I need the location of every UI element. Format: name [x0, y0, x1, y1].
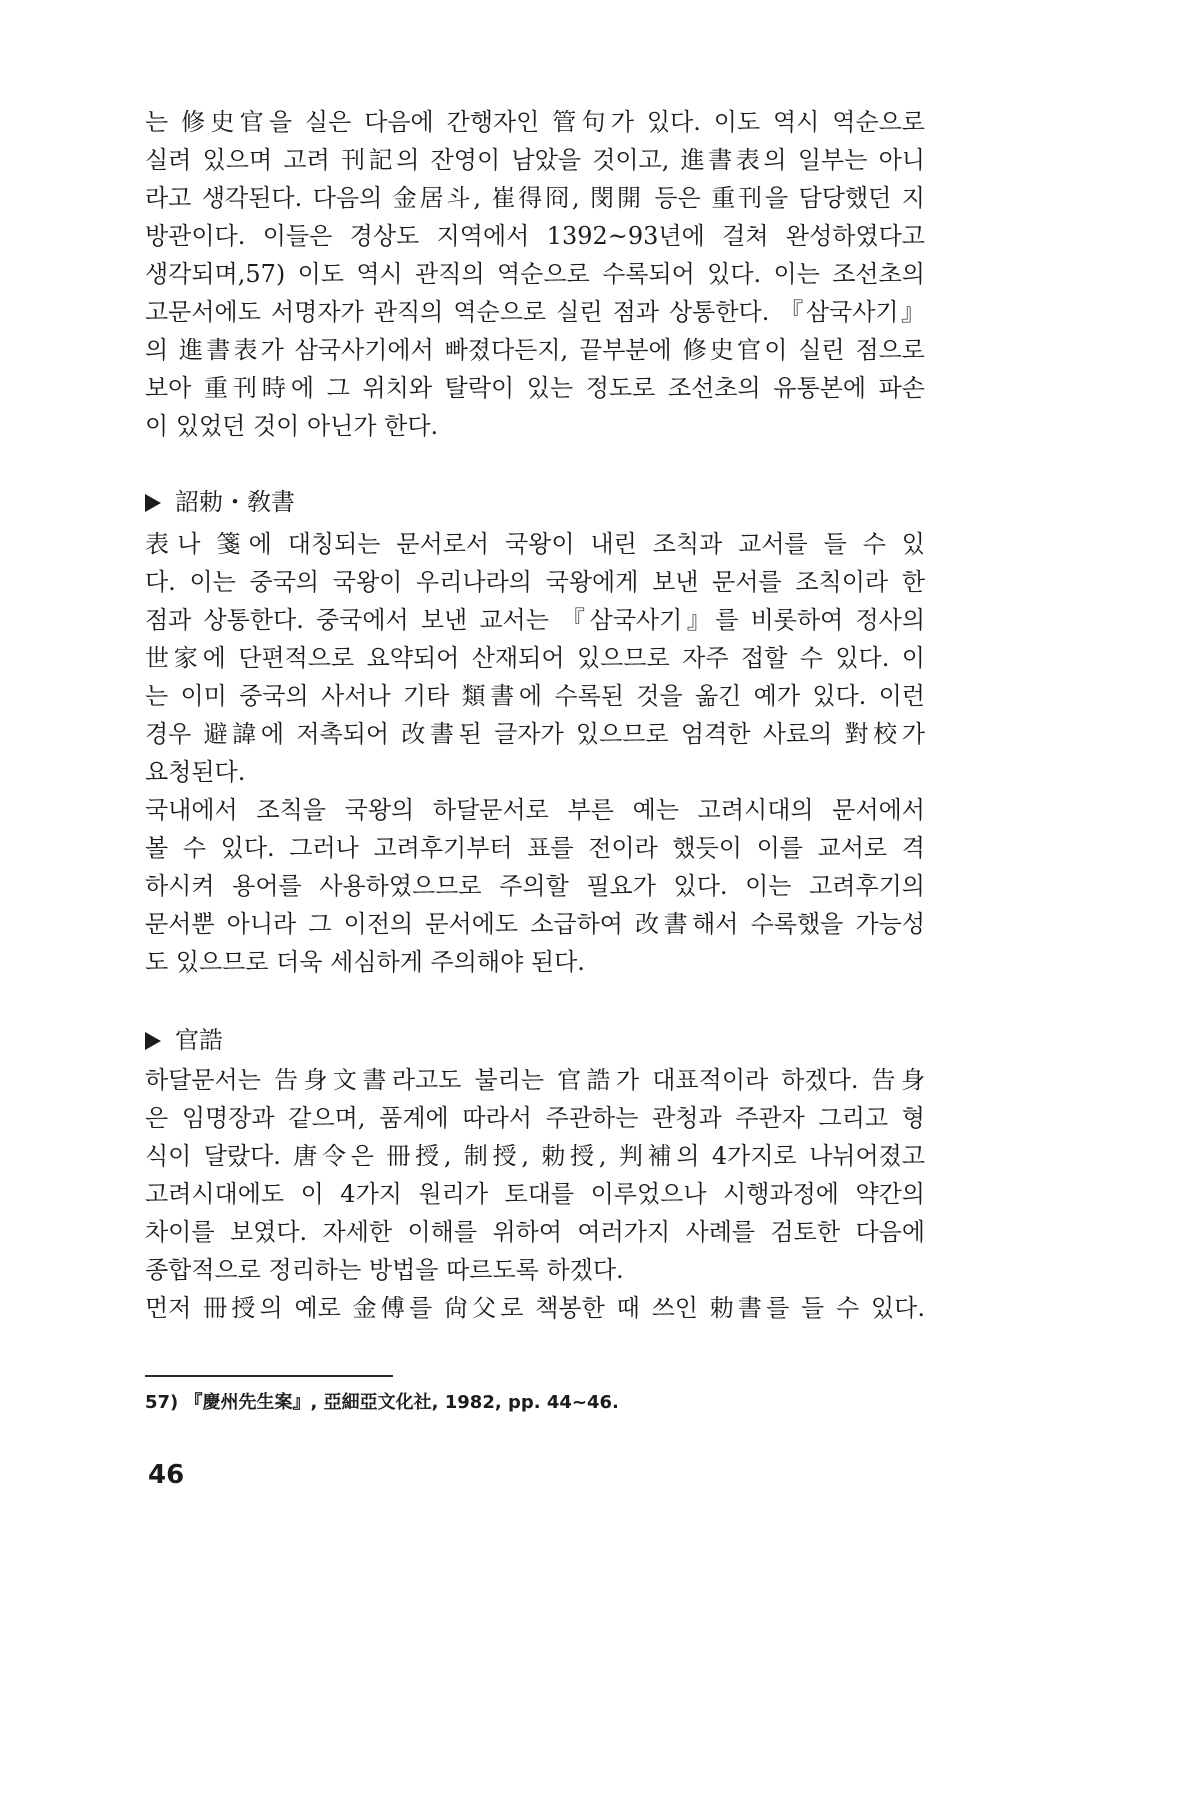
text-line: 이 있었던 것이 아닌가 한다. — [145, 412, 439, 440]
text-line: 국내에서 조칙을 국왕의 하달문서로 부른 예는 고려시대의 문서에서 — [145, 796, 925, 824]
text-line: 먼저 冊授의 예로 金傅를 尙父로 책봉한 때 쓰인 勅書를 들 수 있다. — [145, 1294, 925, 1322]
text-line: 식이 달랐다. 唐令은 冊授, 制授, 勅授, 判補의 4가지로 나뉘어졌고 — [145, 1142, 925, 1170]
section1-paragraph2 — [145, 791, 925, 981]
text-line: 라고 생각된다. 다음의 金居斗, 崔得冏, 閔開 등은 重刊을 담당했던 지 — [145, 184, 925, 212]
text-line: 는 이미 중국의 사서나 기타 類書에 수록된 것을 옮긴 예가 있다. 이런 — [145, 682, 925, 710]
triangle-bullet-icon — [145, 1032, 161, 1050]
section2-paragraph1 — [145, 1061, 925, 1289]
text-line: 世家에 단편적으로 요약되어 산재되어 있으므로 자주 접할 수 있다. 이 — [145, 644, 925, 672]
text-line: 문서뿐 아니라 그 이전의 문서에도 소급하여 改書해서 수록했을 가능성 — [145, 910, 925, 938]
section-heading-appointment-letters — [145, 1023, 925, 1057]
text-line: 요청된다. — [145, 758, 246, 786]
text-line: 는 修史官을 실은 다음에 간행자인 管句가 있다. 이도 역시 역순으로 — [145, 108, 925, 136]
text-line: 고문서에도 서명자가 관직의 역순으로 실린 점과 상통한다. 『삼국사기』 — [145, 298, 925, 326]
text-line: 다. 이는 중국의 국왕이 우리나라의 국왕에게 보낸 문서를 조칙이라 한 — [145, 568, 925, 596]
section2-paragraph2 — [145, 1289, 925, 1327]
section1-paragraph1 — [145, 525, 925, 791]
text-line: 실려 있으며 고려 刊記의 잔영이 남았을 것이고, 進書表의 일부는 아니 — [145, 146, 925, 174]
text-line: 생각되며,57) 이도 역시 관직의 역순으로 수록되어 있다. 이는 조선초의 — [145, 260, 925, 288]
footnote-divider — [145, 1375, 393, 1377]
text-line: 하달문서는 告身文書라고도 불리는 官誥가 대표적이라 하겠다. 告身 — [145, 1066, 925, 1094]
triangle-bullet-icon — [145, 494, 161, 512]
page-number: 46 — [148, 1460, 185, 1490]
text-line: 은 임명장과 같으며, 품계에 따라서 주관하는 관청과 주관자 그리고 형 — [145, 1104, 925, 1132]
text-line: 방관이다. 이들은 경상도 지역에서 1392~93년에 걸쳐 완성하였다고 — [145, 222, 925, 250]
text-line: 볼 수 있다. 그러나 고려후기부터 표를 전이라 했듯이 이를 교서로 격 — [145, 834, 925, 862]
text-line: 점과 상통한다. 중국에서 보낸 교서는 『삼국사기』를 비롯하여 정사의 — [145, 606, 925, 634]
section-heading-edicts — [145, 485, 925, 519]
text-line: 경우 避諱에 저촉되어 改書된 글자가 있으므로 엄격한 사료의 對校가 — [145, 720, 925, 748]
footnote: 57) 『慶州先生案』, 亞細亞文化社, 1982, pp. 44~46. — [145, 1392, 619, 1413]
text-line: 하시켜 용어를 사용하였으므로 주의할 필요가 있다. 이는 고려후기의 — [145, 872, 925, 900]
text-line: 의 進書表가 삼국사기에서 빠졌다든지, 끝부분에 修史官이 실린 점으로 — [145, 336, 925, 364]
section-heading-text: 詔勅・敎書 — [175, 488, 295, 516]
text-line: 도 있으므로 더욱 세심하게 주의해야 된다. — [145, 948, 585, 976]
paragraph-continuation — [145, 103, 925, 445]
text-line: 차이를 보였다. 자세한 이해를 위하여 여러가지 사례를 검토한 다음에 — [145, 1218, 925, 1246]
text-line: 보아 重刊時에 그 위치와 탈락이 있는 정도로 조선초의 유통본에 파손 — [145, 374, 925, 402]
section-heading-text: 官誥 — [175, 1026, 223, 1054]
text-line: 고려시대에도 이 4가지 원리가 토대를 이루었으나 시행과정에 약간의 — [145, 1180, 925, 1208]
text-line: 表나 箋에 대칭되는 문서로서 국왕이 내린 조칙과 교서를 들 수 있 — [145, 530, 925, 558]
text-line: 종합적으로 정리하는 방법을 따르도록 하겠다. — [145, 1256, 624, 1284]
